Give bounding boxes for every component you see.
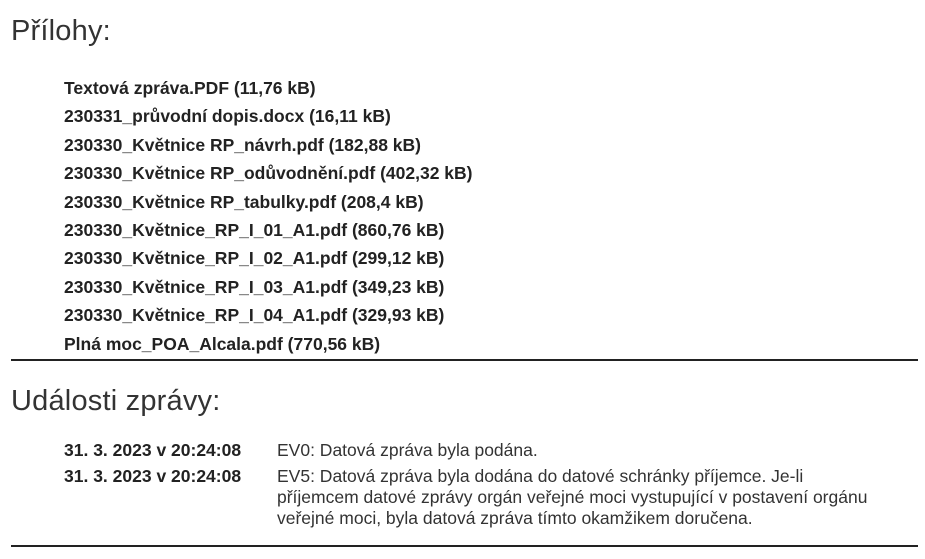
attachment-item[interactable]: Textová zpráva.PDF (11,76 kB): [64, 78, 316, 98]
event-row: [64, 466, 874, 534]
attachment-item[interactable]: 230330_Květnice_RP_I_01_A1.pdf (860,76 kB): [64, 219, 445, 240]
section-divider: [11, 545, 918, 547]
events-heading: Události zprávy:: [11, 385, 221, 417]
event-description: EV0: Datová zpráva byla podána.: [277, 440, 538, 460]
event-timestamp: 31. 3. 2023 v 20:24:08: [64, 466, 242, 486]
attachment-item[interactable]: 230330_Květnice RP_návrh.pdf (182,88 kB): [64, 134, 421, 155]
attachment-item[interactable]: 230330_Květnice_RP_I_02_A1.pdf (299,12 kB): [64, 248, 445, 269]
attachment-item[interactable]: 230330_Květnice RP_tabulky.pdf (208,4 kB): [64, 191, 424, 212]
attachment-item[interactable]: Plná moc_POA_Alcala.pdf (770,56 kB): [64, 333, 381, 354]
attachments-heading: Přílohy:: [11, 15, 111, 47]
attachment-item[interactable]: 230331_průvodní dopis.docx (16,11 kB): [64, 106, 391, 127]
attachment-item[interactable]: 230330_Květnice RP_odůvodnění.pdf (402,32 kB): [64, 163, 473, 184]
event-timestamp: 31. 3. 2023 v 20:24:08: [64, 440, 242, 460]
attachment-item[interactable]: 230330_Květnice_RP_I_03_A1.pdf (349,23 kB): [64, 276, 445, 297]
event-row: [64, 440, 874, 466]
attachment-item[interactable]: 230330_Květnice_RP_I_04_A1.pdf (329,93 kB): [64, 305, 445, 326]
events-table: [64, 440, 874, 534]
event-description: EV5: Datová zpráva byla dodána do datové schránky příjemce. Je-li příjemcem datové zprávy orgán veřejné moci vystupující v postavení orgánu veřejné moci, byla datová zpráva tímto okamžikem doručena.: [277, 466, 868, 528]
attachment-list: [64, 74, 472, 358]
section-divider: [11, 359, 918, 361]
